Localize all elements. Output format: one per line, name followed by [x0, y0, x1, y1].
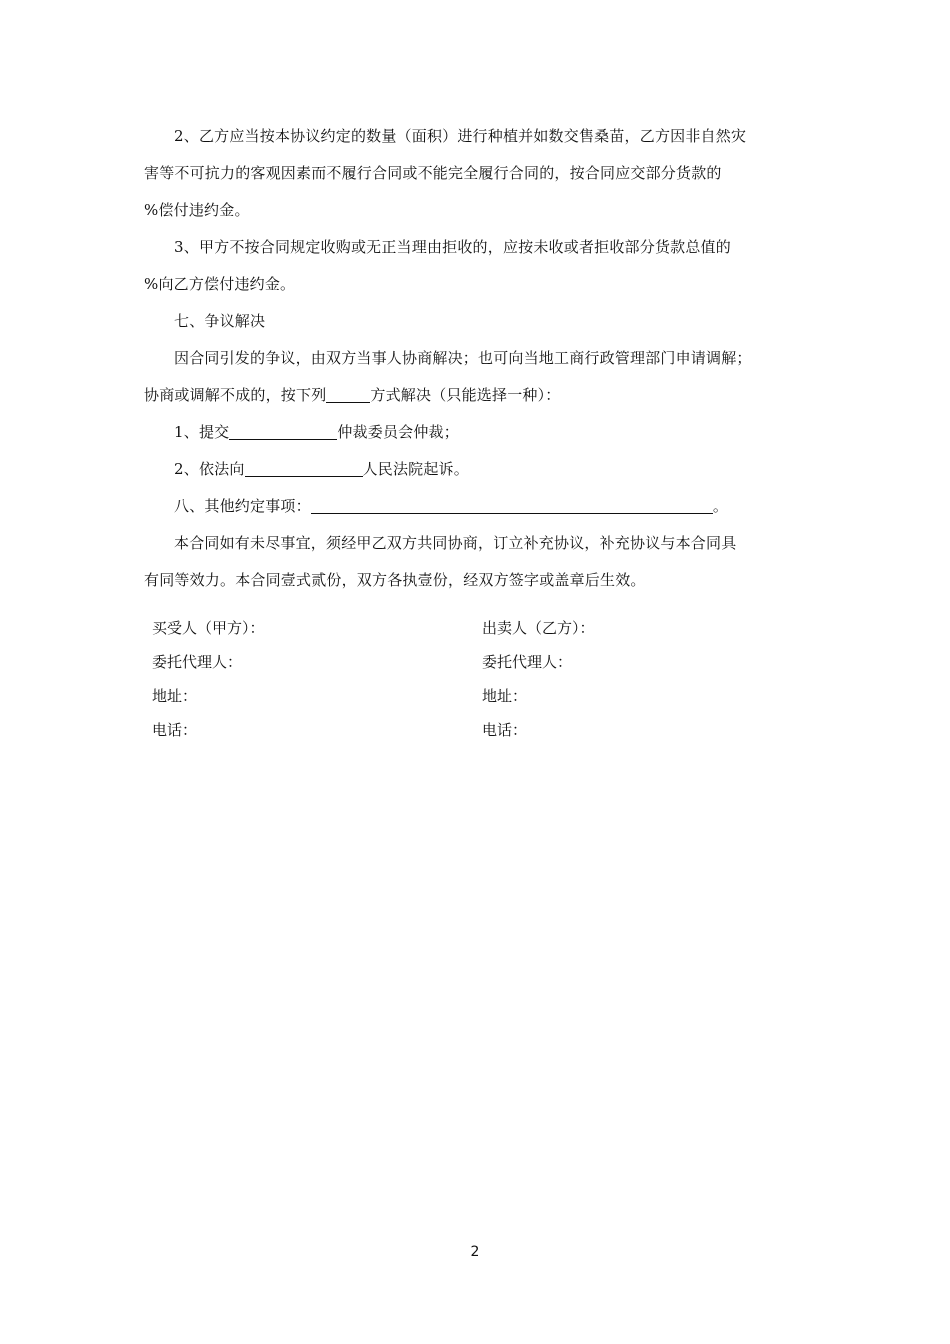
clause-6-3-line-2: %向乙方偿付违约金。 — [144, 275, 296, 293]
method-choice-blank[interactable] — [326, 384, 370, 403]
court-name-blank[interactable] — [245, 458, 363, 477]
signature-row-agent — [152, 645, 812, 679]
seller-address-label: 地址： — [482, 687, 528, 705]
buyer-agent-label: 委托代理人： — [152, 653, 243, 671]
dispute-paragraph-line-2 — [144, 377, 814, 414]
dispute-paragraph-line-1: 因合同引发的争议，由双方当事人协商解决；也可向当地工商行政管理部门申请调解； — [174, 349, 752, 367]
clause-6-2-line-1: 2、乙方应当按本协议约定的数量（面积）进行种植并如数交售桑苗，乙方因非自然灾 — [174, 127, 747, 145]
section-8-heading: 八、其他约定事项： — [174, 497, 311, 515]
clause-6-2-line-3: %偿付违约金。 — [144, 201, 250, 219]
clause-6-3-line-1: 3、甲方不按合同规定收购或无正当理由拒收的，应按未收或者拒收部分货款总值的 — [174, 238, 731, 256]
section-7-heading: 七、争议解决 — [174, 312, 266, 330]
option-arbitration-prefix: 1、提交 — [174, 423, 230, 441]
other-terms-blank[interactable] — [311, 495, 713, 514]
seller-phone-label: 电话： — [482, 721, 528, 739]
option-court — [144, 451, 814, 488]
option-court-prefix: 2、依法向 — [174, 460, 245, 478]
section-8-other-terms — [144, 488, 814, 525]
seller-agent-label: 委托代理人： — [482, 653, 573, 671]
option-court-suffix: 人民法院起诉。 — [362, 460, 469, 478]
signature-row-party — [152, 611, 812, 645]
section-8-period: 。 — [712, 497, 729, 515]
closing-paragraph-line-2: 有同等效力。本合同壹式贰份，双方各执壹份，经双方签字或盖章后生效。 — [144, 571, 646, 589]
clause-6-2-line-2: 害等不可抗力的客观因素而不履行合同或不能完全履行合同的，按合同应交部分货款的 — [144, 164, 722, 182]
page-number: 2 — [470, 1244, 480, 1260]
buyer-label: 买受人（甲方）： — [152, 619, 265, 637]
signature-row-phone — [152, 713, 812, 747]
dispute-text-before-blank: 协商或调解不成的，按下列 — [144, 386, 327, 404]
signature-row-address — [152, 679, 812, 713]
option-arbitration-suffix: 仲裁委员会仲裁； — [337, 423, 459, 441]
buyer-address-label: 地址： — [152, 687, 198, 705]
buyer-phone-label: 电话： — [152, 721, 198, 739]
dispute-text-after-blank: 方式解决（只能选择一种）： — [370, 386, 561, 404]
signature-block — [152, 611, 812, 747]
arbitration-commission-blank[interactable] — [229, 421, 337, 440]
option-arbitration — [144, 414, 814, 451]
seller-label: 出卖人（乙方）： — [482, 619, 595, 637]
closing-paragraph-line-1: 本合同如有未尽事宜，须经甲乙双方共同协商，订立补充协议，补充协议与本合同具 — [174, 534, 737, 552]
contract-body — [144, 118, 814, 599]
